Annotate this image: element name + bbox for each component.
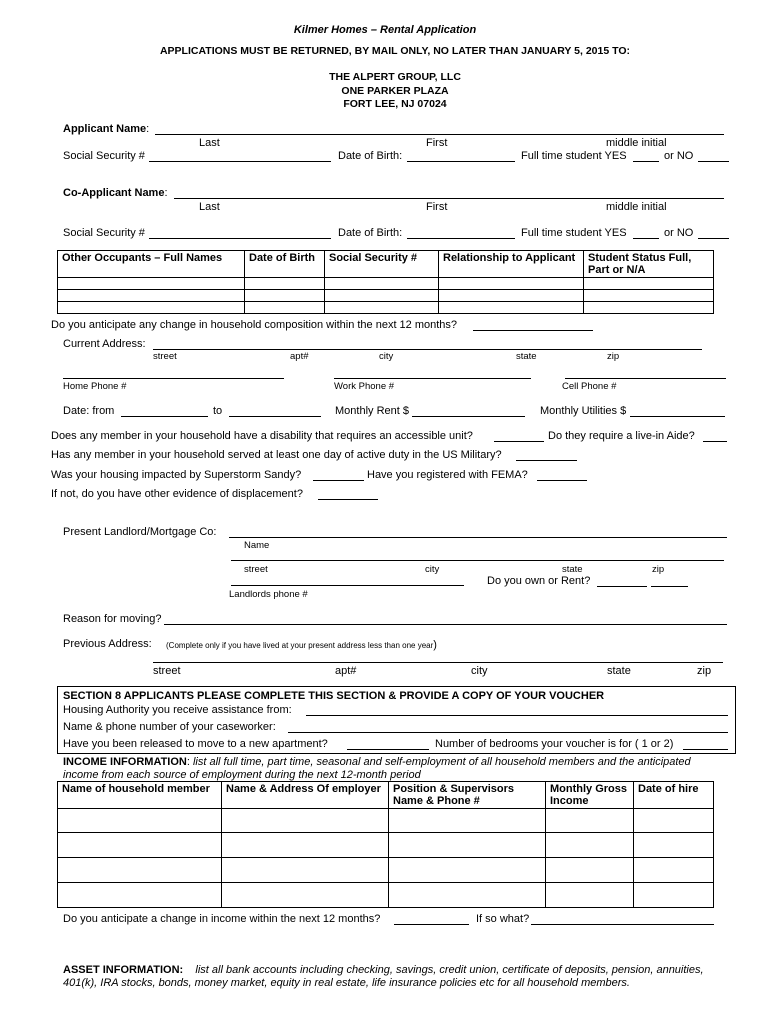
household-change-field[interactable] bbox=[473, 330, 593, 331]
housing-authority-field[interactable] bbox=[306, 715, 728, 716]
coapplicant-name-label: Co-Applicant Name: bbox=[63, 187, 168, 199]
applicant-student-no-field[interactable] bbox=[698, 161, 729, 162]
first-label: First bbox=[426, 137, 448, 149]
deadline-notice: APPLICATIONS MUST BE RETURNED, BY MAIL ONLY, NO LATER THAN JANUARY 5, 2015 TO: bbox=[159, 45, 631, 57]
income-header: INCOME INFORMATION: list all full time, part time, seasonal and self-employment of all household members and the anticipated bbox=[63, 756, 691, 768]
so-what-label: If so what? bbox=[476, 913, 530, 925]
cell-phone-field[interactable] bbox=[565, 378, 726, 379]
state-label: state bbox=[607, 665, 631, 677]
zip-label: zip bbox=[697, 665, 712, 677]
military-question: Has any member in your household served at least one day of active duty in the US Military? bbox=[51, 449, 502, 461]
zip-label: zip bbox=[607, 351, 620, 362]
last-label: Last bbox=[199, 137, 220, 149]
aide-question: Do they require a live-in Aide? bbox=[548, 430, 695, 442]
asset-header: ASSET INFORMATION: list all bank accounts including checking, savings, credit union, certificate of deposits, pension, annuities, bbox=[63, 964, 704, 976]
last-label: Last bbox=[199, 201, 220, 213]
disability-question: Does any member in your household have a disability that requires an accessible unit? bbox=[51, 430, 473, 442]
ssn-label: Social Security # bbox=[63, 227, 145, 239]
landlord-phone-field[interactable] bbox=[231, 585, 464, 586]
date-to-field[interactable] bbox=[229, 416, 321, 417]
applicant-dob-field[interactable] bbox=[407, 161, 515, 162]
student-no-label: or NO bbox=[664, 227, 694, 239]
cell-phone-label: Cell Phone # bbox=[562, 381, 617, 392]
bedrooms-question: Number of bedrooms your voucher is for ( 1 or 2) bbox=[435, 738, 674, 750]
col-header: Relationship to Applicant bbox=[439, 251, 584, 278]
middle-initial-label: middle initial bbox=[606, 201, 667, 213]
col-header: Date of hire bbox=[634, 782, 714, 809]
applicant-name-label: Applicant Name: bbox=[63, 123, 150, 135]
table-row bbox=[58, 858, 714, 883]
middle-initial-label: middle initial bbox=[606, 137, 667, 149]
caseworker-label: Name & phone number of your caseworker: bbox=[63, 721, 276, 733]
home-phone-field[interactable] bbox=[63, 378, 284, 379]
landlord-phone-label: Landlords phone # bbox=[229, 589, 308, 600]
dob-label: Date of Birth: bbox=[338, 227, 403, 239]
income-change-question: Do you anticipate a change in income within the next 12 months? bbox=[63, 913, 381, 925]
coapplicant-ssn-field[interactable] bbox=[149, 238, 331, 239]
caseworker-field[interactable] bbox=[288, 732, 728, 733]
section8-title: SECTION 8 APPLICANTS PLEASE COMPLETE THIS SECTION & PROVIDE A COPY OF YOUR VOUCHER bbox=[63, 690, 605, 702]
previous-address-label: Previous Address: bbox=[63, 638, 152, 650]
apt-label: apt# bbox=[335, 665, 357, 677]
address-line-2: ONE PARKER PLAZA bbox=[341, 85, 449, 97]
asset-description: 401(k), IRA stocks, bonds, money market, equity in real estate, life insurance policies etc for all household members. bbox=[63, 977, 630, 989]
coapplicant-student-yes-field[interactable] bbox=[633, 238, 659, 239]
displacement-question: If not, do you have other evidence of displacement? bbox=[51, 488, 303, 500]
coapplicant-student-no-field[interactable] bbox=[698, 238, 729, 239]
ssn-label: Social Security # bbox=[63, 150, 145, 162]
reason-moving-field[interactable] bbox=[164, 624, 727, 625]
current-address-label: Current Address: bbox=[63, 338, 146, 350]
state-label: state bbox=[516, 351, 537, 362]
aide-field[interactable] bbox=[703, 441, 727, 442]
disability-field[interactable] bbox=[494, 441, 544, 442]
monthly-rent-field[interactable] bbox=[412, 416, 525, 417]
city-label: city bbox=[379, 351, 394, 362]
work-phone-field[interactable] bbox=[334, 378, 531, 379]
released-question: Have you been released to move to a new apartment? bbox=[63, 738, 328, 750]
landlord-name-field[interactable] bbox=[229, 537, 727, 538]
work-phone-label: Work Phone # bbox=[334, 381, 395, 392]
date-from-field[interactable] bbox=[121, 416, 208, 417]
table-row bbox=[58, 883, 714, 908]
occupants-table bbox=[57, 250, 714, 314]
col-header: Monthly Gross Income bbox=[546, 782, 634, 809]
city-label: city bbox=[471, 665, 488, 677]
state-label: state bbox=[562, 564, 583, 575]
zip-label: zip bbox=[652, 564, 665, 575]
own-rent-field-2[interactable] bbox=[651, 586, 688, 587]
released-field[interactable] bbox=[347, 749, 429, 750]
student-yes-label: Full time student YES bbox=[521, 227, 627, 239]
street-label: street bbox=[153, 351, 177, 362]
col-header: Name & Address Of employer bbox=[222, 782, 389, 809]
landlord-label: Present Landlord/Mortgage Co: bbox=[63, 526, 217, 538]
coapplicant-dob-field[interactable] bbox=[407, 238, 515, 239]
fema-field[interactable] bbox=[537, 480, 587, 481]
landlord-address-field[interactable] bbox=[231, 560, 724, 561]
own-rent-question: Do you own or Rent? bbox=[487, 575, 591, 587]
reason-moving-label: Reason for moving? bbox=[63, 613, 162, 625]
student-yes-label: Full time student YES bbox=[521, 150, 627, 162]
table-row bbox=[58, 290, 714, 302]
home-phone-label: Home Phone # bbox=[63, 381, 127, 392]
income-change-field[interactable] bbox=[394, 924, 469, 925]
applicant-name-field[interactable] bbox=[155, 134, 724, 135]
address-line-1: THE ALPERT GROUP, LLC bbox=[329, 71, 461, 83]
dob-label: Date of Birth: bbox=[338, 150, 403, 162]
applicant-student-yes-field[interactable] bbox=[633, 161, 659, 162]
col-header: Date of Birth bbox=[245, 251, 325, 278]
current-address-field[interactable] bbox=[153, 349, 702, 350]
table-row bbox=[58, 833, 714, 858]
address-line-3: FORT LEE, NJ 07024 bbox=[343, 98, 447, 110]
previous-address-note: (Complete only if you have lived at your present address less than one year) bbox=[166, 639, 437, 651]
monthly-rent-label: Monthly Rent $ bbox=[335, 405, 409, 417]
income-description: income from each source of employment during the next 12-month period bbox=[63, 769, 421, 781]
table-row bbox=[58, 302, 714, 314]
table-row bbox=[58, 809, 714, 833]
date-to-label: to bbox=[213, 405, 223, 417]
landlord-name-sub: Name bbox=[244, 540, 270, 551]
col-header: Social Security # bbox=[325, 251, 439, 278]
street-label: street bbox=[153, 665, 181, 677]
table-row bbox=[58, 278, 714, 290]
own-rent-field-1[interactable] bbox=[597, 586, 647, 587]
col-header: Other Occupants – Full Names bbox=[58, 251, 245, 278]
applicant-ssn-field[interactable] bbox=[149, 161, 331, 162]
form-title: Kilmer Homes – Rental Application bbox=[293, 24, 477, 36]
previous-address-field[interactable] bbox=[153, 662, 723, 663]
sandy-question: Was your housing impacted by Superstorm Sandy? bbox=[51, 469, 302, 481]
first-label: First bbox=[426, 201, 448, 213]
date-from-label: Date: from bbox=[63, 405, 115, 417]
fema-question: Have you registered with FEMA? bbox=[367, 469, 528, 481]
student-no-label: or NO bbox=[664, 150, 694, 162]
col-header: Position & Supervisors Name & Phone # bbox=[389, 782, 546, 809]
housing-authority-label: Housing Authority you receive assistance from: bbox=[63, 704, 292, 716]
so-what-field[interactable] bbox=[531, 924, 714, 925]
coapplicant-name-field[interactable] bbox=[174, 198, 724, 199]
monthly-utilities-label: Monthly Utilities $ bbox=[540, 405, 627, 417]
sandy-field[interactable] bbox=[313, 480, 364, 481]
household-change-question: Do you anticipate any change in household composition within the next 12 months? bbox=[51, 319, 458, 331]
monthly-utilities-field[interactable] bbox=[630, 416, 725, 417]
apt-label: apt# bbox=[290, 351, 309, 362]
col-header: Student Status Full, Part or N/A bbox=[584, 251, 714, 278]
street-label: street bbox=[244, 564, 268, 575]
bedrooms-field[interactable] bbox=[683, 749, 728, 750]
city-label: city bbox=[425, 564, 440, 575]
income-table bbox=[57, 781, 714, 908]
military-field[interactable] bbox=[516, 460, 577, 461]
displacement-field[interactable] bbox=[318, 499, 378, 500]
col-header: Name of household member bbox=[58, 782, 222, 809]
